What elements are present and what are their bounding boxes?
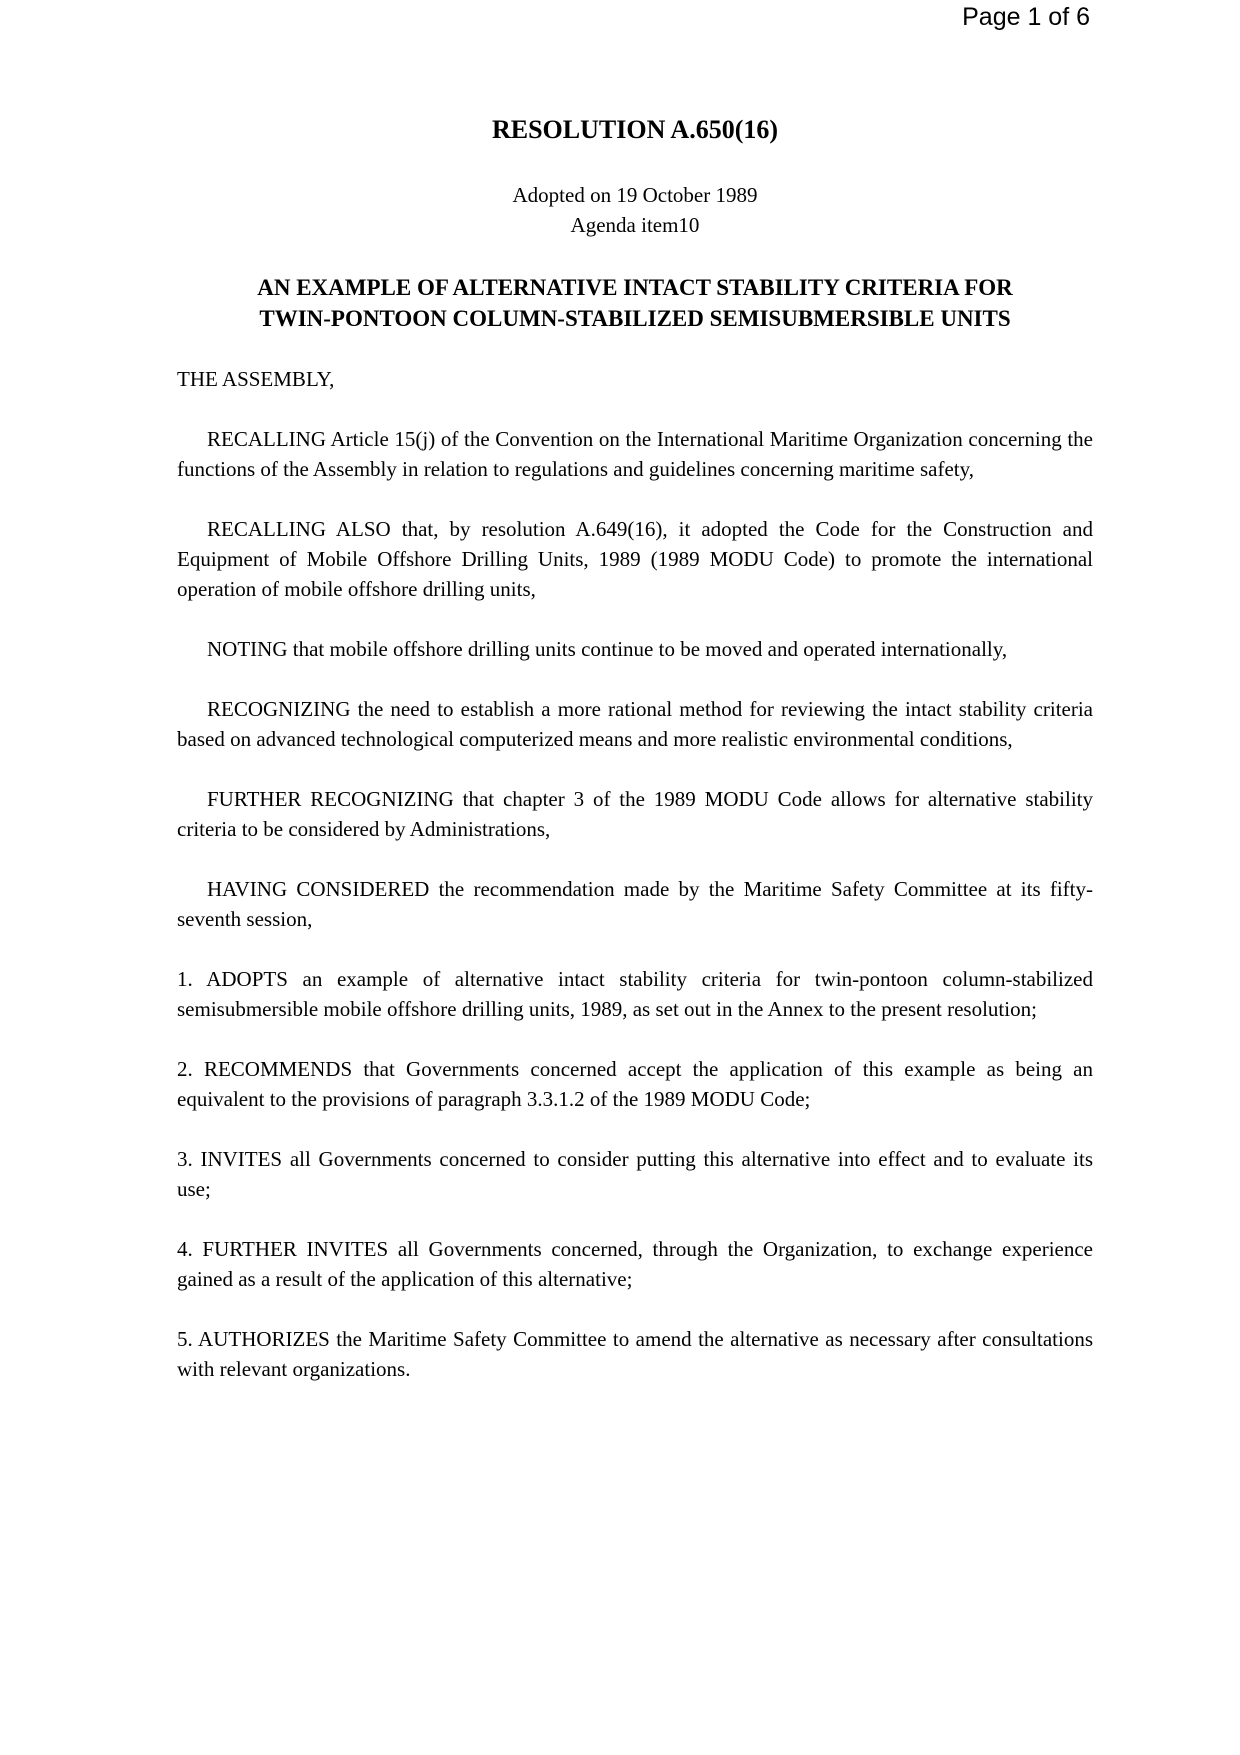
agenda-item: Agenda item10 (570, 213, 700, 237)
heading-line-2: TWIN-PONTOON COLUMN-STABILIZED SEMISUBMERSIBLE UNITS (259, 306, 1011, 331)
operative-paragraph: 4. FURTHER INVITES all Governments concerned, through the Organization, to exchange experience gained as a result of the application of this alternative; (177, 1237, 1093, 1291)
document-heading (177, 272, 1093, 334)
operative-paragraph: 5. AUTHORIZES the Maritime Safety Committee to amend the alternative as necessary after consultations with relevant organizations. (177, 1327, 1093, 1381)
assembly-line: THE ASSEMBLY, (177, 367, 335, 391)
preamble-paragraph: HAVING CONSIDERED the recommendation made by the Maritime Safety Committee at its fifty-seventh session, (177, 877, 1093, 931)
page-number: Page 1 of 6 (962, 3, 1090, 31)
preamble-paragraph: NOTING that mobile offshore drilling units continue to be moved and operated internationally, (207, 637, 1008, 661)
document-body (177, 364, 1093, 1414)
heading-line-1: AN EXAMPLE OF ALTERNATIVE INTACT STABILITY CRITERIA FOR (257, 275, 1013, 300)
operative-paragraph: 2. RECOMMENDS that Governments concerned accept the application of this example as being an equivalent to the provisions of paragraph 3.3.1.2 of the 1989 MODU Code; (177, 1057, 1093, 1111)
adoption-date: Adopted on 19 October 1989 (512, 183, 758, 207)
preamble-paragraph: RECALLING Article 15(j) of the Convention on the International Maritime Organization concerning the functions of the Assembly in relation to regulations and guidelines concerning maritime safety, (177, 427, 1093, 481)
preamble-paragraph: RECALLING ALSO that, by resolution A.649(16), it adopted the Code for the Construction and Equipment of Mobile Offshore Drilling Units, 1989 (1989 MODU Code) to promote the international operation of mobile offshore drilling units, (177, 517, 1093, 601)
preamble-paragraph: RECOGNIZING the need to establish a more rational method for reviewing the intact stability criteria based on advanced technological computerized means and more realistic environmental conditions, (177, 697, 1093, 751)
preamble-paragraph: FURTHER RECOGNIZING that chapter 3 of the 1989 MODU Code allows for alternative stability criteria to be considered by Administrations, (177, 787, 1093, 841)
resolution-title: RESOLUTION A.650(16) (491, 115, 779, 144)
operative-paragraph: 3. INVITES all Governments concerned to consider putting this alternative into effect and to evaluate its use; (177, 1147, 1093, 1201)
operative-paragraph: 1. ADOPTS an example of alternative intact stability criteria for twin-pontoon column-stabilized semisubmersible mobile offshore drilling units, 1989, as set out in the Annex to the present resolution; (177, 967, 1093, 1021)
